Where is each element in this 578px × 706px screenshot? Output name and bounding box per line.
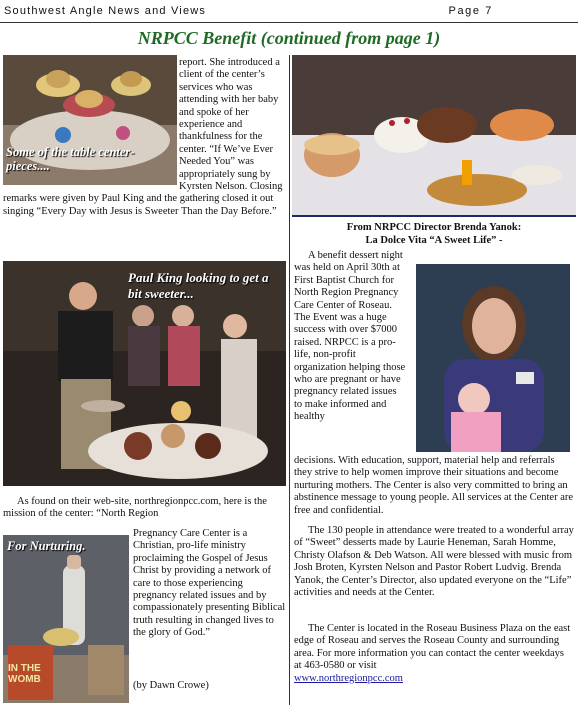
caption-table-centerpieces: Some of the table center-pieces.... [6, 145, 135, 173]
header-publication: Southwest Angle News and Views [4, 5, 207, 17]
womb-book-title: IN THE WOMB [8, 663, 41, 685]
photo-spacer [3, 57, 179, 190]
photo-brenda-yanok [416, 264, 570, 452]
director-illustration [416, 264, 570, 452]
right-paragraph-1: A benefit dessert night was held on April 30th at First Baptist Church for North Region Pregnancy Care Center of Roseau. The Event was a huge success with over $7000 raised. NRPCC is a pro-life, non-profit organization helping those who are pregnant or have pregnancy related issues to make informed and healthy [294, 250, 406, 423]
caption-paul-king: Paul King looking to get a bit sweeter... [128, 270, 269, 301]
desserts-illustration [292, 55, 576, 215]
left-p1: report. She introduced a client of the center’s services who was attending with her baby and spoke of her experience and thankfulness for the center. “If We’ve Ever Needed You” was appropriately sung by Kyrsten Nelson. Closing remarks were given by Paul King and the gathering closed it out singing “Every Day with Jesus is Sweeter Than the Day Before.” [3, 57, 283, 217]
right-heading-2: La Dolce Vita “A Sweet Life” - [365, 235, 503, 246]
left-mission-intro: As found on their web-site, northregionpcc.com, here is the mission of the center: “North Region [3, 496, 267, 520]
photo-dessert-table [292, 55, 576, 217]
page-header [0, 0, 578, 23]
right-heading-1: From NRPCC Director Brenda Yanok: [346, 222, 522, 233]
right-paragraph-2: The 130 people in attendance were treated to a wonderful array of “Sweet” desserts made by Laurie Heneman, Sarah Homme, Christy Olafson & Deb Watson. All were blessed with music from Josh Broten, Kyrsten Nelson and Pastor Robert Ludvig. Brenda Yanok, the Center’s Director, also updated everyone on the “Life” activities and needs at the Center. [294, 525, 574, 599]
left-p1-flow [3, 57, 286, 218]
column-divider [289, 55, 290, 705]
left-byline: (by Dawn Crowe) [133, 680, 209, 691]
right-paragraph-3: The Center is located in the Roseau Business Plaza on the east edge of Roseau and serves the Roseau County and surrounding area. For more information you can contact the center weekdays at 463-0580 or visit [294, 623, 571, 672]
caption-nurturing: For Nurturing. [7, 539, 86, 553]
left-mission-text: Pregnancy Care Center is a Christian, pro-life ministry proclaiming the Gospel of Jesus Christ by providing a network of care to those experiencing pregnancy related issues and by compassionately presenting Biblical truth resulting in changed lives to the glory of God.” [133, 528, 286, 639]
right-paragraph-1-cont: decisions. With education, support, material help and referrals they strive to help women improve their situations and become nurturing mothers. The Center is also very committed to bring an abstinence message to young people. All services at the Center are free and confidential. [294, 455, 574, 516]
photo-paul-king [3, 261, 286, 486]
photo-nurturing [3, 535, 129, 703]
header-page-number: Page 7 [448, 5, 493, 17]
center-website-link[interactable]: www.northregionpcc.com [294, 673, 403, 684]
article-title: NRPCC Benefit (continued from page 1) [137, 28, 441, 48]
